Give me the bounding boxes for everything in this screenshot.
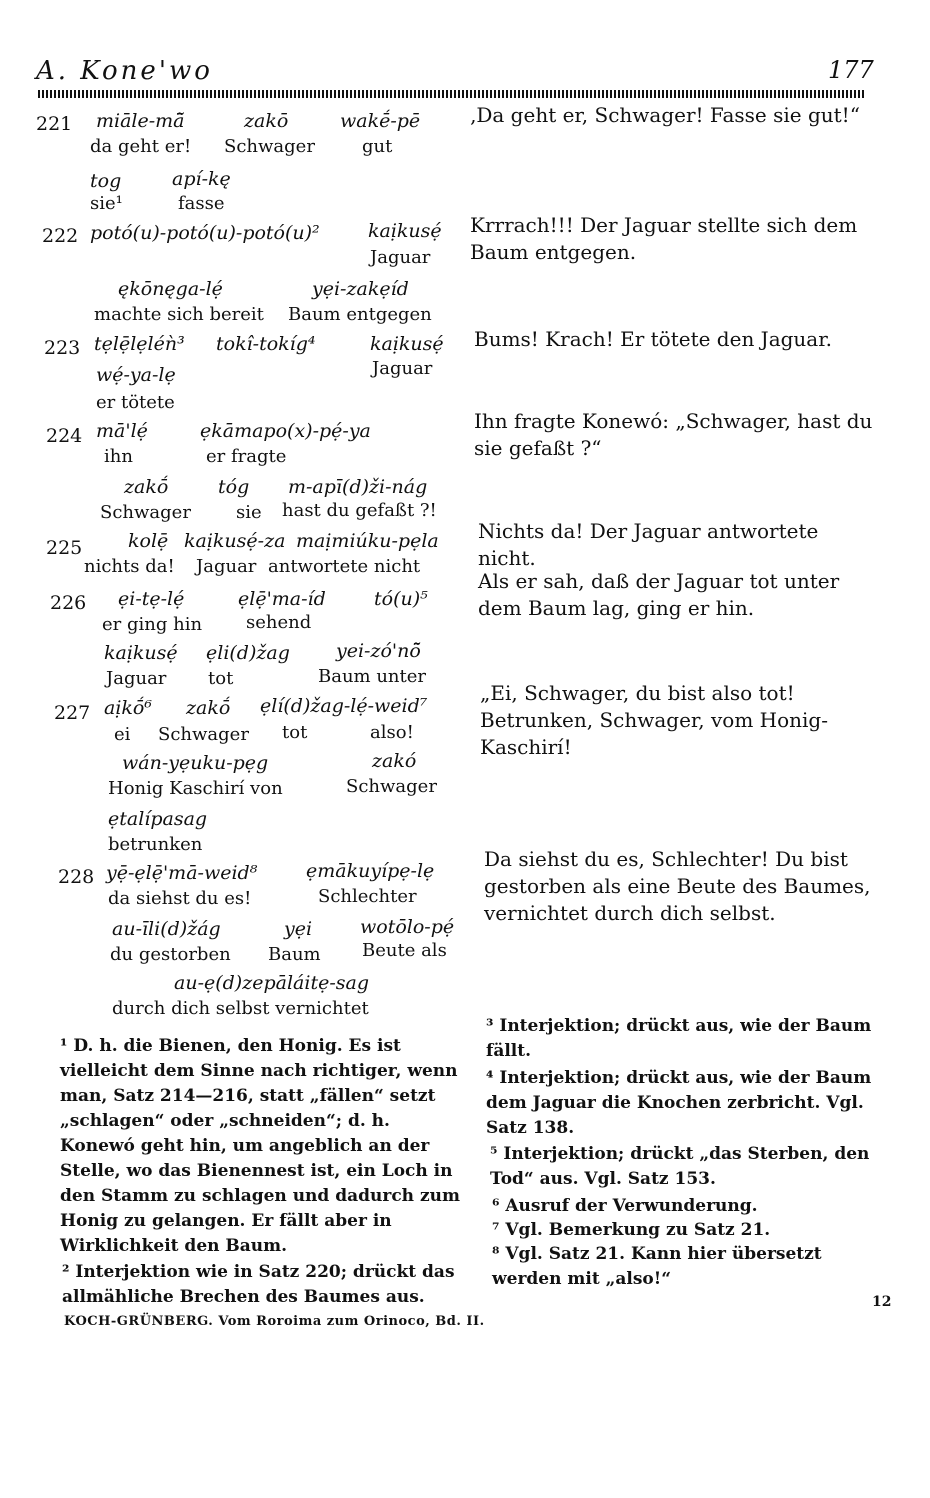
gloss-word: Schwager: [158, 724, 249, 745]
source-word: kolẹ̄: [128, 530, 169, 552]
source-word: mā'lẹ́: [96, 420, 148, 442]
source-word: zakó: [372, 750, 417, 772]
gloss-word: betrunken: [108, 834, 203, 855]
gloss-word: tot: [282, 722, 308, 743]
gloss-word: Schwager: [100, 502, 191, 523]
gloss-word: Jaguar: [196, 556, 257, 577]
gloss-word: fasse: [178, 193, 225, 214]
gloss-word: durch dich selbst vernichtet: [112, 998, 369, 1019]
sentence-number: 224: [46, 425, 83, 447]
source-word: yẹi: [284, 918, 313, 940]
source-word: ẹli(d)žag: [206, 642, 290, 664]
gloss-word: da geht er!: [90, 136, 192, 157]
source-word: wán-yẹuku-pẹg: [122, 752, 269, 774]
gloss-word: Jaguar: [370, 247, 431, 268]
sentence-number: 228: [58, 866, 95, 888]
source-word: au-ẹ(d)zepāláitẹ-sag: [174, 972, 369, 994]
header-rule: [38, 90, 866, 98]
gloss-word: Jaguar: [106, 668, 167, 689]
gloss-word: sehend: [246, 612, 312, 633]
gloss-word: tot: [208, 668, 234, 689]
gloss-word: er fragte: [206, 446, 287, 467]
sentence-number: 222: [42, 225, 79, 247]
source-word: tóg: [218, 476, 250, 498]
footnote-2: ² Interjektion wie in Satz 220; drückt das allmähliche Brechen des Baumes aus.: [62, 1262, 455, 1307]
sentence-number: 221: [36, 113, 73, 135]
footnote-7: ⁷ Vgl. Bemerkung zu Satz 21.: [492, 1220, 771, 1240]
source-word: tokî-tokíg⁴: [216, 333, 316, 355]
gloss-word: machte sich bereit: [94, 304, 264, 325]
sentence-number: 223: [44, 337, 81, 359]
source-word: m-apī(d)ži-nág: [288, 476, 428, 498]
gloss-word: Schwager: [224, 136, 315, 157]
translation-226: Als er sah, daß der Jaguar tot unter dem Baum lag, ging er hin.: [478, 569, 840, 620]
translation-228: Da siehst du es, Schlechter! Du bist gestorben als eine Beute des Baumes, vernichtet durch dich selbst.: [484, 847, 871, 925]
source-word: ẹi-tẹ-lẹ́: [118, 588, 185, 610]
source-word: wotōlo-pẹ́: [360, 916, 455, 938]
gloss-word: antwortete nicht: [268, 556, 421, 577]
source-word: ẹtalípasag: [108, 808, 208, 830]
gloss-word: sie¹: [90, 193, 123, 214]
gloss-word: Baum: [268, 944, 321, 965]
translation-222: Krrrach!!! Der Jaguar stellte sich dem Baum entgegen.: [470, 213, 858, 264]
source-word: ẹlẹ̄'ma-íd: [238, 588, 326, 610]
gloss-word: ei: [114, 724, 131, 745]
source-word: kaịkusẹ́-za: [184, 530, 286, 552]
source-word: tó(u)⁵: [374, 588, 428, 610]
gloss-word: Beute als: [362, 940, 447, 961]
source-word: miāle-mā̃: [96, 110, 185, 132]
bibliographic-credit: KOCH-GRÜNBERG. Vom Roroima zum Orinoco, Bd. II.: [64, 1314, 485, 1329]
source-word: maịmiúku-pẹla: [296, 530, 439, 552]
source-word: kaịkusẹ́: [370, 333, 444, 355]
translation-221: ‚Da geht er, Schwager! Fasse sie gut!“: [470, 103, 860, 127]
source-word: kaịkusẹ́: [368, 220, 442, 242]
footnote-3: ³ Interjektion; drückt aus, wie der Baum fällt.: [486, 1016, 872, 1061]
source-word: ẹlí(d)žag-lẹ́-weid⁷: [260, 695, 428, 717]
translation-225: Nichts da! Der Jaguar antwortete nicht.: [478, 519, 819, 570]
translation-227: „Ei, Schwager, du bist also tot! Betrunken, Schwager, vom Honig-Kaschirí!: [480, 681, 828, 759]
footnote-8: ⁸ Vgl. Satz 21. Kann hier übersetzt werden mit „also!“: [492, 1244, 822, 1289]
source-word: ẹkāmapo(x)-pẹ́-ya: [200, 420, 371, 442]
gloss-word: also!: [370, 722, 414, 743]
translation-223: Bums! Krach! Er tötete den Jaguar.: [474, 327, 832, 351]
page-number: 177: [828, 56, 874, 84]
gloss-word: Baum entgegen: [288, 304, 432, 325]
sentence-number: 225: [46, 537, 83, 559]
source-word: kaịkusẹ́: [104, 642, 178, 664]
source-word: au-īli(d)žág: [112, 918, 221, 940]
gloss-word: Jaguar: [372, 358, 433, 379]
source-word: potó(u)-potó(u)-potó(u)²: [90, 222, 320, 244]
gloss-word: er tötete: [96, 392, 175, 413]
translation-224: Ihn fragte Konewó: „Schwager, hast du sie gefaßt ?“: [474, 409, 873, 460]
source-word: tẹlẹ̄lẹléǹ³: [94, 333, 185, 355]
gloss-word: Honig Kaschirí von: [108, 778, 283, 799]
footnote-1: ¹ D. h. die Bienen, den Honig. Es ist vielleicht dem Sinne nach richtiger, wenn man, Satz 214—216, statt „fällen“ setzt „schlagen“ oder „schneiden“; d. h. Konewó geht hin, um angeblich an der Stelle, wo das Bienennest ist, ein Loch in den Stamm zu schlagen und dadurch zum Honig zu gelangen. Er fällt aber in Wirklichkeit den Baum.: [60, 1036, 460, 1256]
footnote-5: ⁵ Interjektion; drückt „das Sterben, den Tod“ aus. Vgl. Satz 153.: [490, 1144, 870, 1189]
source-word: apí-kę: [172, 168, 231, 190]
source-word: aịkṓ⁶: [104, 697, 152, 719]
source-word: yẹ̄-ẹlẹ̄'mā-weid⁸: [106, 862, 258, 884]
gloss-word: nichts da!: [84, 556, 175, 577]
source-word: tog: [90, 170, 122, 192]
source-word: zakṓ: [124, 476, 169, 498]
source-word: wẹ́-ya-lẹ: [96, 364, 176, 386]
gloss-word: gut: [362, 136, 393, 157]
gloss-word: da siehst du es!: [108, 888, 252, 909]
gloss-word: hast du gefaßt ?!: [282, 500, 437, 521]
gloss-word: sie: [236, 502, 262, 523]
source-word: wakḗ-pē: [340, 110, 421, 132]
footnote-6: ⁶ Ausruf der Verwunderung.: [492, 1196, 758, 1216]
gloss-word: Baum unter: [318, 666, 427, 687]
gloss-word: ihn: [104, 446, 133, 467]
source-word: ękōnęga-lẹ́: [118, 278, 223, 300]
gloss-word: Schwager: [346, 776, 437, 797]
source-word: zakṓ: [186, 697, 231, 719]
gloss-word: er ging hin: [102, 614, 203, 635]
signature-mark: 12: [872, 1294, 892, 1310]
source-word: yẹi-zakẹíd: [312, 278, 409, 300]
source-word: zakō: [244, 110, 289, 132]
gloss-word: du gestorben: [110, 944, 231, 965]
source-word: ẹmākuyípẹ-lẹ: [306, 860, 435, 882]
source-word: yei-zó'nō̃: [336, 640, 421, 662]
sentence-number: 227: [54, 702, 91, 724]
sentence-number: 226: [50, 592, 87, 614]
running-head: A. Kone'wo: [36, 56, 213, 86]
footnote-4: ⁴ Interjektion; drückt aus, wie der Baum dem Jaguar die Knochen zerbricht. Vgl. Satz 138.: [486, 1068, 872, 1138]
gloss-word: Schlechter: [318, 886, 417, 907]
